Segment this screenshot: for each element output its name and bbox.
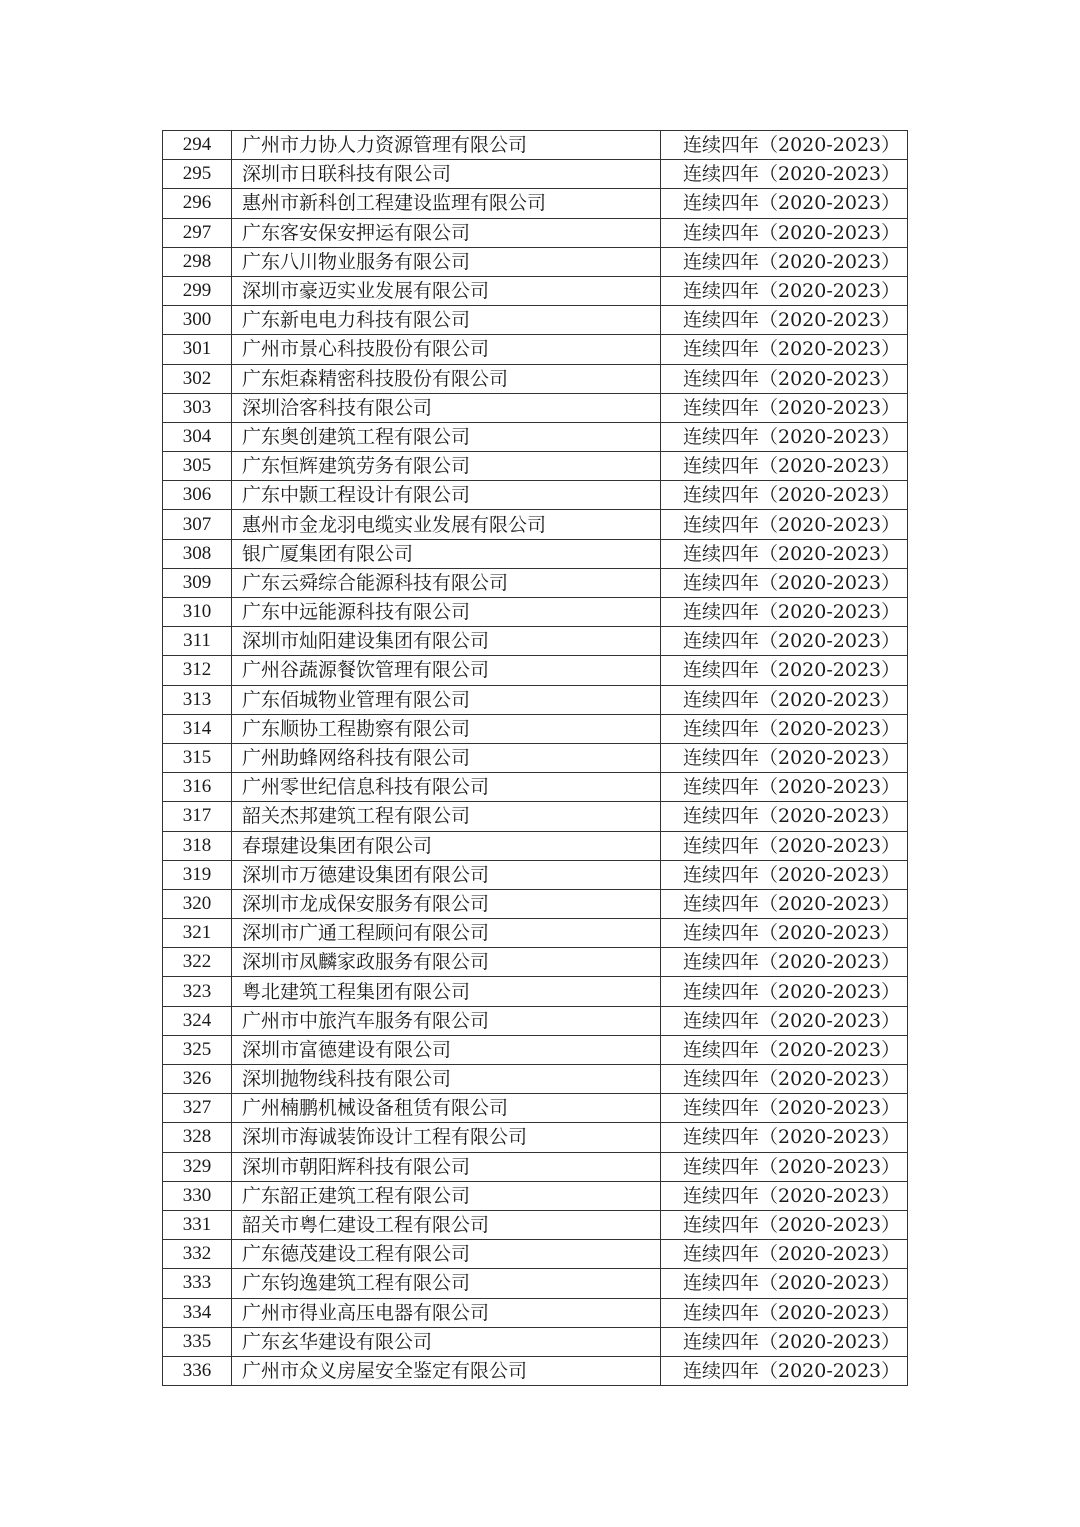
company-name: 深圳市海诚装饰设计工程有限公司 bbox=[232, 1123, 661, 1152]
company-name: 深圳市灿阳建设集团有限公司 bbox=[232, 627, 661, 656]
table-row bbox=[163, 452, 908, 481]
award-status: 连续四年（2020-2023） bbox=[661, 1152, 908, 1181]
company-name: 广东中远能源科技有限公司 bbox=[232, 598, 661, 627]
table-row bbox=[163, 393, 908, 422]
table-row bbox=[163, 1065, 908, 1094]
award-status: 连续四年（2020-2023） bbox=[661, 860, 908, 889]
row-number: 331 bbox=[163, 1210, 232, 1239]
row-number: 319 bbox=[163, 860, 232, 889]
company-name: 广州市得业高压电器有限公司 bbox=[232, 1298, 661, 1327]
table-row bbox=[163, 306, 908, 335]
company-name: 惠州市新科创工程建设监理有限公司 bbox=[232, 189, 661, 218]
row-number: 323 bbox=[163, 977, 232, 1006]
row-number: 327 bbox=[163, 1094, 232, 1123]
company-name: 广州零世纪信息科技有限公司 bbox=[232, 773, 661, 802]
award-status: 连续四年（2020-2023） bbox=[661, 306, 908, 335]
row-number: 309 bbox=[163, 568, 232, 597]
row-number: 313 bbox=[163, 685, 232, 714]
row-number: 306 bbox=[163, 481, 232, 510]
row-number: 297 bbox=[163, 218, 232, 247]
table-row bbox=[163, 218, 908, 247]
row-number: 304 bbox=[163, 422, 232, 451]
award-status: 连续四年（2020-2023） bbox=[661, 1356, 908, 1385]
table-row bbox=[163, 539, 908, 568]
company-name: 广东客安保安押运有限公司 bbox=[232, 218, 661, 247]
table-row bbox=[163, 802, 908, 831]
table-row bbox=[163, 1298, 908, 1327]
company-name: 深圳市富德建设有限公司 bbox=[232, 1035, 661, 1064]
award-status: 连续四年（2020-2023） bbox=[661, 1065, 908, 1094]
table-row bbox=[163, 656, 908, 685]
table-row bbox=[163, 510, 908, 539]
award-status: 连续四年（2020-2023） bbox=[661, 627, 908, 656]
company-name: 广东顺协工程勘察有限公司 bbox=[232, 714, 661, 743]
table-row bbox=[163, 364, 908, 393]
award-status: 连续四年（2020-2023） bbox=[661, 218, 908, 247]
row-number: 300 bbox=[163, 306, 232, 335]
row-number: 329 bbox=[163, 1152, 232, 1181]
row-number: 303 bbox=[163, 393, 232, 422]
company-name: 广东佰城物业管理有限公司 bbox=[232, 685, 661, 714]
company-name: 广州市众义房屋安全鉴定有限公司 bbox=[232, 1356, 661, 1385]
company-name: 深圳市朝阳辉科技有限公司 bbox=[232, 1152, 661, 1181]
table-row bbox=[163, 1094, 908, 1123]
row-number: 315 bbox=[163, 743, 232, 772]
company-name: 广州助蜂网络科技有限公司 bbox=[232, 743, 661, 772]
row-number: 314 bbox=[163, 714, 232, 743]
award-status: 连续四年（2020-2023） bbox=[661, 131, 908, 160]
award-status: 连续四年（2020-2023） bbox=[661, 393, 908, 422]
company-name: 深圳市广通工程顾问有限公司 bbox=[232, 919, 661, 948]
award-status: 连续四年（2020-2023） bbox=[661, 539, 908, 568]
award-status: 连续四年（2020-2023） bbox=[661, 1298, 908, 1327]
company-name: 广东玄华建设有限公司 bbox=[232, 1327, 661, 1356]
row-number: 295 bbox=[163, 160, 232, 189]
award-status: 连续四年（2020-2023） bbox=[661, 481, 908, 510]
table-row bbox=[163, 1152, 908, 1181]
company-name: 广东钧逸建筑工程有限公司 bbox=[232, 1269, 661, 1298]
company-list-table bbox=[162, 130, 908, 1386]
company-name: 广东德茂建设工程有限公司 bbox=[232, 1240, 661, 1269]
award-status: 连续四年（2020-2023） bbox=[661, 656, 908, 685]
company-name: 惠州市金龙羽电缆实业发展有限公司 bbox=[232, 510, 661, 539]
row-number: 326 bbox=[163, 1065, 232, 1094]
company-name: 深圳抛物线科技有限公司 bbox=[232, 1065, 661, 1094]
row-number: 333 bbox=[163, 1269, 232, 1298]
table-row bbox=[163, 1181, 908, 1210]
table-row bbox=[163, 685, 908, 714]
row-number: 332 bbox=[163, 1240, 232, 1269]
company-name: 广州楠鹏机械设备租赁有限公司 bbox=[232, 1094, 661, 1123]
table-row bbox=[163, 1269, 908, 1298]
company-name: 广州市力协人力资源管理有限公司 bbox=[232, 131, 661, 160]
company-name: 广州市中旅汽车服务有限公司 bbox=[232, 1006, 661, 1035]
award-status: 连续四年（2020-2023） bbox=[661, 364, 908, 393]
row-number: 316 bbox=[163, 773, 232, 802]
row-number: 294 bbox=[163, 131, 232, 160]
table-row bbox=[163, 1210, 908, 1239]
company-name: 深圳市凤麟家政服务有限公司 bbox=[232, 948, 661, 977]
award-status: 连续四年（2020-2023） bbox=[661, 1123, 908, 1152]
award-status: 连续四年（2020-2023） bbox=[661, 189, 908, 218]
row-number: 320 bbox=[163, 889, 232, 918]
row-number: 328 bbox=[163, 1123, 232, 1152]
company-name: 韶关市粤仁建设工程有限公司 bbox=[232, 1210, 661, 1239]
company-name: 广东新电电力科技有限公司 bbox=[232, 306, 661, 335]
table-row bbox=[163, 714, 908, 743]
table-row bbox=[163, 1356, 908, 1385]
company-name: 广东中颢工程设计有限公司 bbox=[232, 481, 661, 510]
table-row bbox=[163, 160, 908, 189]
table-row bbox=[163, 743, 908, 772]
award-status: 连续四年（2020-2023） bbox=[661, 1181, 908, 1210]
table-row bbox=[163, 1035, 908, 1064]
row-number: 296 bbox=[163, 189, 232, 218]
row-number: 307 bbox=[163, 510, 232, 539]
row-number: 305 bbox=[163, 452, 232, 481]
award-status: 连续四年（2020-2023） bbox=[661, 422, 908, 451]
row-number: 317 bbox=[163, 802, 232, 831]
company-name: 深圳洽客科技有限公司 bbox=[232, 393, 661, 422]
row-number: 334 bbox=[163, 1298, 232, 1327]
table-row bbox=[163, 131, 908, 160]
award-status: 连续四年（2020-2023） bbox=[661, 1035, 908, 1064]
table-row bbox=[163, 189, 908, 218]
table-row bbox=[163, 889, 908, 918]
row-number: 302 bbox=[163, 364, 232, 393]
award-status: 连续四年（2020-2023） bbox=[661, 685, 908, 714]
table-row bbox=[163, 1123, 908, 1152]
row-number: 321 bbox=[163, 919, 232, 948]
row-number: 298 bbox=[163, 247, 232, 276]
award-status: 连续四年（2020-2023） bbox=[661, 948, 908, 977]
company-name: 春璟建设集团有限公司 bbox=[232, 831, 661, 860]
table-row bbox=[163, 1240, 908, 1269]
award-status: 连续四年（2020-2023） bbox=[661, 802, 908, 831]
award-status: 连续四年（2020-2023） bbox=[661, 160, 908, 189]
table-row bbox=[163, 598, 908, 627]
row-number: 311 bbox=[163, 627, 232, 656]
table-row bbox=[163, 627, 908, 656]
award-status: 连续四年（2020-2023） bbox=[661, 1094, 908, 1123]
row-number: 310 bbox=[163, 598, 232, 627]
award-status: 连续四年（2020-2023） bbox=[661, 452, 908, 481]
award-status: 连续四年（2020-2023） bbox=[661, 1269, 908, 1298]
table-row bbox=[163, 919, 908, 948]
row-number: 301 bbox=[163, 335, 232, 364]
company-name: 广东炬森精密科技股份有限公司 bbox=[232, 364, 661, 393]
row-number: 336 bbox=[163, 1356, 232, 1385]
table-row bbox=[163, 247, 908, 276]
table-row bbox=[163, 481, 908, 510]
table-row bbox=[163, 568, 908, 597]
award-status: 连续四年（2020-2023） bbox=[661, 831, 908, 860]
company-name: 韶关杰邦建筑工程有限公司 bbox=[232, 802, 661, 831]
table-row bbox=[163, 1327, 908, 1356]
company-name: 广州市景心科技股份有限公司 bbox=[232, 335, 661, 364]
row-number: 322 bbox=[163, 948, 232, 977]
company-name: 粤北建筑工程集团有限公司 bbox=[232, 977, 661, 1006]
award-status: 连续四年（2020-2023） bbox=[661, 1327, 908, 1356]
table-row bbox=[163, 773, 908, 802]
award-status: 连续四年（2020-2023） bbox=[661, 247, 908, 276]
row-number: 318 bbox=[163, 831, 232, 860]
table-row bbox=[163, 1006, 908, 1035]
row-number: 299 bbox=[163, 276, 232, 305]
table-row bbox=[163, 276, 908, 305]
company-name: 广东奥创建筑工程有限公司 bbox=[232, 422, 661, 451]
company-name: 广东云舜综合能源科技有限公司 bbox=[232, 568, 661, 597]
company-name: 深圳市日联科技有限公司 bbox=[232, 160, 661, 189]
table-row bbox=[163, 948, 908, 977]
company-name: 深圳市龙成保安服务有限公司 bbox=[232, 889, 661, 918]
award-status: 连续四年（2020-2023） bbox=[661, 1210, 908, 1239]
award-status: 连续四年（2020-2023） bbox=[661, 335, 908, 364]
table-body bbox=[163, 131, 908, 1386]
award-status: 连续四年（2020-2023） bbox=[661, 977, 908, 1006]
award-status: 连续四年（2020-2023） bbox=[661, 743, 908, 772]
company-name: 广州谷蔬源餐饮管理有限公司 bbox=[232, 656, 661, 685]
company-name: 广东韶正建筑工程有限公司 bbox=[232, 1181, 661, 1210]
row-number: 308 bbox=[163, 539, 232, 568]
table-row bbox=[163, 860, 908, 889]
award-status: 连续四年（2020-2023） bbox=[661, 568, 908, 597]
award-status: 连续四年（2020-2023） bbox=[661, 889, 908, 918]
award-status: 连续四年（2020-2023） bbox=[661, 919, 908, 948]
table-row bbox=[163, 422, 908, 451]
award-status: 连续四年（2020-2023） bbox=[661, 714, 908, 743]
table-row bbox=[163, 831, 908, 860]
company-name: 银广厦集团有限公司 bbox=[232, 539, 661, 568]
row-number: 312 bbox=[163, 656, 232, 685]
award-status: 连续四年（2020-2023） bbox=[661, 1240, 908, 1269]
row-number: 325 bbox=[163, 1035, 232, 1064]
table-row bbox=[163, 977, 908, 1006]
award-status: 连续四年（2020-2023） bbox=[661, 276, 908, 305]
table-row bbox=[163, 335, 908, 364]
row-number: 330 bbox=[163, 1181, 232, 1210]
company-name: 深圳市万德建设集团有限公司 bbox=[232, 860, 661, 889]
award-status: 连续四年（2020-2023） bbox=[661, 1006, 908, 1035]
company-name: 广东八川物业服务有限公司 bbox=[232, 247, 661, 276]
row-number: 335 bbox=[163, 1327, 232, 1356]
row-number: 324 bbox=[163, 1006, 232, 1035]
company-name: 广东恒辉建筑劳务有限公司 bbox=[232, 452, 661, 481]
award-status: 连续四年（2020-2023） bbox=[661, 598, 908, 627]
award-status: 连续四年（2020-2023） bbox=[661, 773, 908, 802]
award-status: 连续四年（2020-2023） bbox=[661, 510, 908, 539]
company-name: 深圳市豪迈实业发展有限公司 bbox=[232, 276, 661, 305]
